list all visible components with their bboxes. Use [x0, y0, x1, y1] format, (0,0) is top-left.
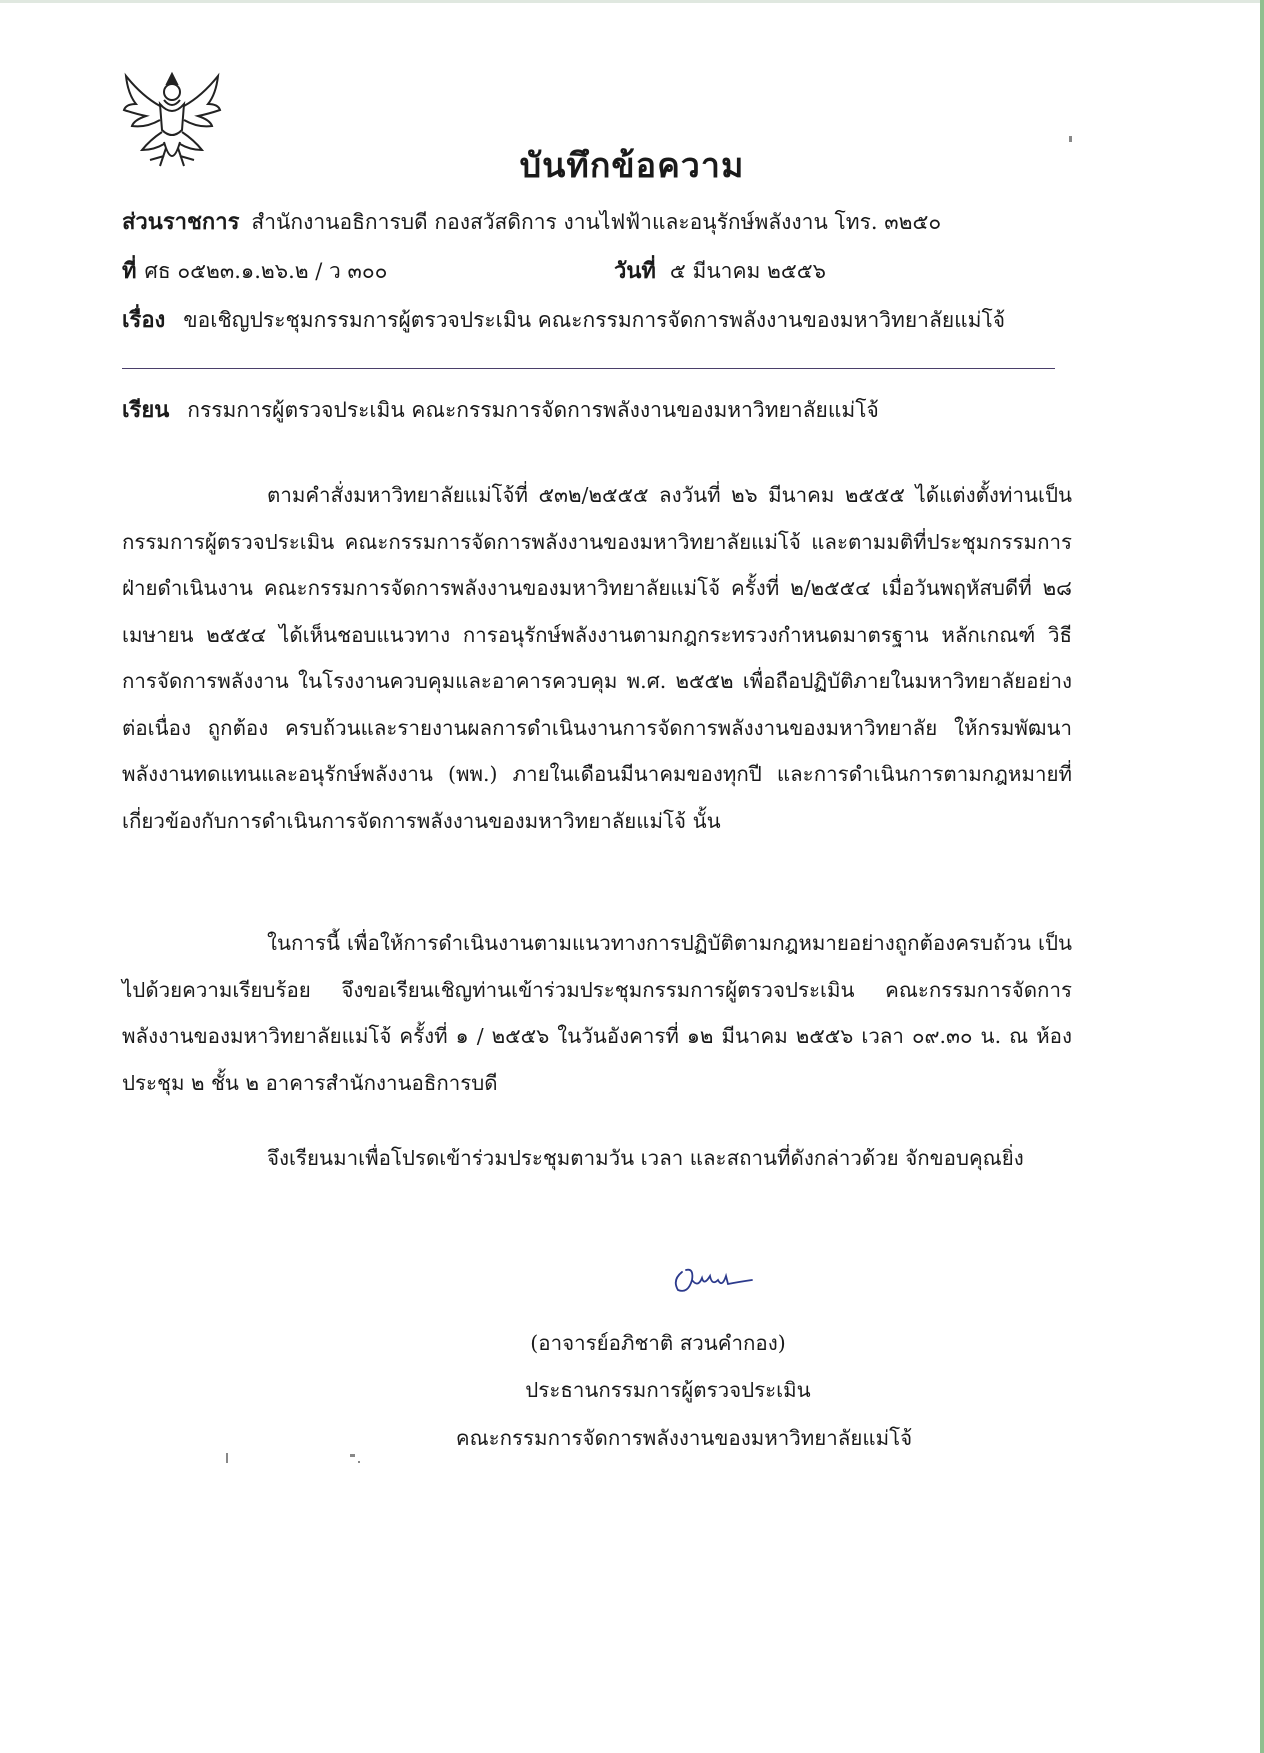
department-label: ส่วนราชการ — [122, 209, 240, 235]
signatory-committee: คณะกรรมการจัดการพลังงานของมหาวิทยาลัยแม่โจ้ — [455, 1426, 913, 1450]
body-paragraph-1-text: ตามคำสั่งมหาวิทยาลัยแม่โจ้ที่ ๕๓๒/๒๕๕๕ ลงวันที่ ๒๖ มีนาคม ๒๕๕๕ ได้แต่งตั้งท่านเป็นกรรมการผู้ตรวจประเมิน คณะกรรมการจัดการพลังงานของมหาวิทยาลัยแม่โจ้ และตามมติที่ประชุมกรรมการฝ่ายดำเนินงาน คณะกรรมการจัดการพลังงานของมหาวิทยาลัยแม่โจ้ ครั้งที่ ๒/๒๕๕๔ เมื่อวันพฤหัสบดีที่ ๒๘ เมษายน ๒๕๕๔ ได้เห็นชอบแนวทาง การอนุรักษ์พลังงานตามกฎกระทรวงกำหนดมาตรฐาน หลักเกณฑ์ วิธีการจัดการพลังงาน ในโรงงานควบคุมและอาคารควบคุม พ.ศ. ๒๕๕๒ เพื่อถือปฏิบัติภายในมหาวิทยาลัยอย่างต่อเนื่อง ถูกต้อง ครบถ้วนและรายงานผลการดำเนินงานการจัดการพลังงานของมหาวิทยาลัย ให้กรมพัฒนาพลังงานทดแทนและอนุรักษ์พลังงาน (พพ.) ภายในเดือนมีนาคมของทุกปี และการดำเนินการตามกฎหมายที่เกี่ยวข้องกับการดำเนินการจัดการพลังงานของมหาวิทยาลัยแม่โจ้ นั้น — [122, 483, 1072, 833]
body-paragraph-2-text: ในการนี้ เพื่อให้การดำเนินงานตามแนวทางการปฏิบัติตามกฎหมายอย่างถูกต้องครบถ้วน เป็นไปด้วยความเรียบร้อย จึงขอเรียนเชิญท่านเข้าร่วมประชุมกรรมการผู้ตรวจประเมิน คณะกรรมการจัดการพลังงานของมหาวิทยาลัยแม่โจ้ ครั้งที่ ๑ / ๒๕๕๖ ในวันอังคารที่ ๑๒ มีนาคม ๒๕๕๖ เวลา ๐๙.๓๐ น. ณ ห้องประชุม ๒ ชั้น ๒ อาคารสำนักงานอธิการบดี — [122, 931, 1072, 1095]
salutation-label: เรียน — [122, 397, 170, 423]
date-label: วันที่ — [614, 258, 656, 284]
scan-speck — [226, 1453, 228, 1463]
subject-line — [122, 302, 1005, 337]
body-paragraph-1 — [122, 472, 1072, 844]
scan-speck — [358, 1461, 360, 1463]
body-paragraph-2 — [122, 920, 1072, 1106]
subject-label: เรื่อง — [122, 307, 166, 333]
salutation-value: กรรมการผู้ตรวจประเมิน คณะกรรมการจัดการพลังงานของมหาวิทยาลัยแม่โจ้ — [187, 398, 879, 422]
date-value: ๕ มีนาคม ๒๕๕๖ — [669, 259, 826, 283]
closing-line: จึงเรียนมาเพื่อโปรดเข้าร่วมประชุมตามวัน เวลา และสถานที่ดังกล่าวด้วย จักขอบคุณยิ่ง — [267, 1146, 1024, 1170]
signatory-position: ประธานกรรมการผู้ตรวจประเมิน — [525, 1378, 811, 1402]
reference-label: ที่ — [122, 258, 137, 284]
scan-speck — [350, 1454, 355, 1457]
scan-speck — [1069, 136, 1072, 142]
date-line — [614, 253, 826, 288]
department-line — [122, 204, 941, 239]
subject-value: ขอเชิญประชุมกรรมการผู้ตรวจประเมิน คณะกรรมการจัดการพลังงานของมหาวิทยาลัยแม่โจ้ — [183, 308, 1006, 332]
department-value: สำนักงานอธิการบดี กองสวัสดิการ งานไฟฟ้าและอนุรักษ์พลังงาน โทร. ๓๒๕๐ — [251, 210, 942, 234]
handwritten-signature-icon — [668, 1258, 758, 1300]
scan-edge-right — [1260, 0, 1264, 1753]
salutation-line — [122, 392, 879, 427]
header-divider — [122, 368, 1055, 369]
reference-value: ศธ ๐๕๒๓.๑.๒๖.๒ / ว ๓๐๐ — [144, 259, 388, 283]
reference-line — [122, 253, 388, 288]
memo-title: บันทึกข้อความ — [519, 146, 745, 186]
signatory-name: (อาจารย์อภิชาติ สวนคำกอง) — [530, 1331, 786, 1355]
scan-edge-top — [0, 0, 1264, 3]
